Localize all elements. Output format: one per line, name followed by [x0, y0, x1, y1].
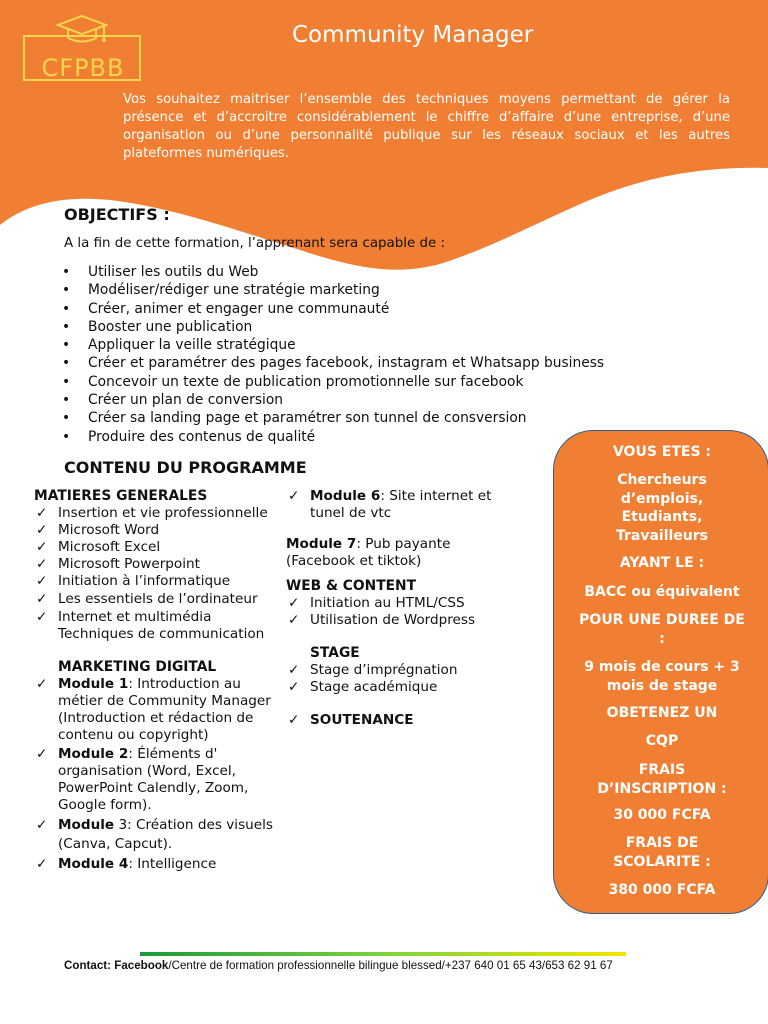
inscription-fee: 30 000 FCFA [613, 807, 711, 823]
program-right-column [286, 488, 516, 729]
stage-list [286, 662, 516, 696]
vous-etes-label: VOUS ETES : [612, 444, 712, 460]
list-item: • Créer, animer et engager une communauté [62, 300, 604, 318]
check-icon: ✓ [36, 505, 48, 521]
list-item: • Concevoir un texte de publication promotionnelle sur facebook [62, 373, 604, 391]
list-item: • Créer un plan de conversion [62, 391, 604, 409]
objectifs-list [62, 263, 604, 446]
check-icon: ✓ [36, 591, 48, 607]
check-icon: ✓ [36, 746, 48, 762]
check-icon: ✓ [36, 556, 48, 572]
objectifs-heading: OBJECTIFS : [64, 205, 170, 224]
list-item: • Appliquer la veille stratégique [62, 336, 604, 354]
list-item: ✓ Module 2: Éléments d' organisation (Word, Excel, PowerPoint Calendly, Zoom, Google form). [36, 746, 249, 813]
footer-divider [140, 952, 626, 956]
list-item: ✓ Utilisation de Wordpress [288, 612, 476, 628]
ayant-le-label: AYANT LE : [619, 555, 705, 571]
check-icon: ✓ [288, 488, 300, 504]
check-icon: ✓ [288, 612, 300, 628]
scolarite-label: FRAIS DE SCOLARITE : [613, 835, 711, 870]
list-item: ✓ Les essentiels de l’ordinateur [36, 591, 258, 607]
duree-label: POUR UNE DUREE DE : [579, 612, 745, 647]
check-icon: ✓ [288, 662, 300, 678]
list-item: ✓ Microsoft Powerpoint [36, 556, 200, 572]
diploma-text: BACC ou équivalent [584, 584, 740, 600]
scolarite-fee: 380 000 FCFA [608, 882, 716, 898]
list-item: ✓ Initiation à l’informatique [36, 573, 231, 589]
contenu-heading: CONTENU DU PROGRAMME [64, 458, 307, 477]
web-list [286, 595, 516, 629]
check-icon: ✓ [36, 817, 48, 833]
facebook-link: Facebook [114, 959, 169, 972]
logo-text: CFPBB [41, 54, 125, 82]
contact-line: Contact: Facebook/Centre de formation professionnelle bilingue blessed/+237 640 01 65 43/653 62 91 67 [64, 959, 613, 972]
list-item: • Créer et paramétrer des pages facebook, instagram et Whatsapp business [62, 354, 604, 372]
list-item: ✓ Microsoft Excel [36, 539, 161, 555]
list-item: ✓ Initiation au HTML/CSS [288, 595, 465, 611]
check-icon: ✓ [36, 856, 48, 872]
cfpbb-logo [22, 14, 142, 82]
audience-text: Chercheurs d’emplois, Etudiants, Travailleurs [615, 472, 709, 544]
list-item: ✓ Stage d’imprégnation [288, 662, 458, 678]
check-icon: ✓ [36, 573, 48, 589]
check-icon: ✓ [36, 676, 48, 692]
check-icon: ✓ [36, 539, 48, 555]
check-icon: ✓ [288, 712, 300, 728]
objectifs-intro: A la fin de cette formation, l’apprenant sera capable de : [64, 236, 445, 251]
list-item: ✓ Microsoft Word [36, 522, 160, 538]
intro-paragraph: Vos souhaitez maitriser l’ensemble des techniques moyens permettant de gérer la présence et d’accroitre considérablement le chiffre d’affaire d’une entreprise, d’une organisation ou d’une personnalité publique sur les réseaux sociaux et les autres plateformes numériques. [123, 92, 730, 161]
duree-text: 9 mois de cours + 3 mois de stage [584, 659, 740, 694]
list-item: ✓ SOUTENANCE [288, 712, 414, 728]
list-item: ✓ Stage académique [288, 679, 438, 695]
check-icon: ✓ [288, 595, 300, 611]
list-item: • Créer sa landing page et paramétrer son tunnel de consversion [62, 409, 604, 427]
list-item: • Booster une publication [62, 318, 604, 336]
info-box [553, 430, 768, 914]
check-icon: ✓ [36, 609, 48, 625]
page-title: Community Manager [292, 22, 534, 48]
matieres-list [34, 505, 274, 643]
marketing-heading: MARKETING DIGITAL [58, 659, 217, 675]
list-item: ✓ Module 6: Site internet et tunel de vtc [288, 488, 492, 521]
check-icon: ✓ [36, 522, 48, 538]
module7: Module 7: Pub payante (Facebook et tiktok) [286, 536, 451, 569]
cqp-text: CQP [645, 733, 679, 749]
stage-heading: STAGE [310, 645, 360, 661]
list-item: • Utiliser les outils du Web [62, 263, 604, 281]
web-heading: WEB & CONTENT [286, 578, 416, 594]
matieres-heading: MATIERES GENERALES [34, 488, 208, 504]
list-item: ✓ Module 1: Introduction au métier de Community Manager (Introduction et rédaction de contenu ou copyright) [36, 676, 271, 743]
list-item: ✓ Insertion et vie professionnelle [36, 505, 268, 521]
marketing-modules-list [34, 676, 274, 873]
obtenez-label: OBETENEZ UN [606, 705, 718, 721]
list-item: • Modéliser/rédiger une stratégie marketing [62, 281, 604, 299]
inscription-label: FRAIS D’INSCRIPTION : [597, 762, 727, 797]
list-item: ✓ Internet et multimédia Techniques de communication [36, 609, 265, 642]
check-icon: ✓ [288, 679, 300, 695]
list-item: • Produire des contenus de qualité [62, 428, 604, 446]
list-item: ✓ Module 4: Intelligence [36, 856, 217, 872]
program-left-column [34, 488, 274, 873]
list-item: ✓ Module 3: Création des visuels (Canva, Capcut). [36, 817, 273, 852]
